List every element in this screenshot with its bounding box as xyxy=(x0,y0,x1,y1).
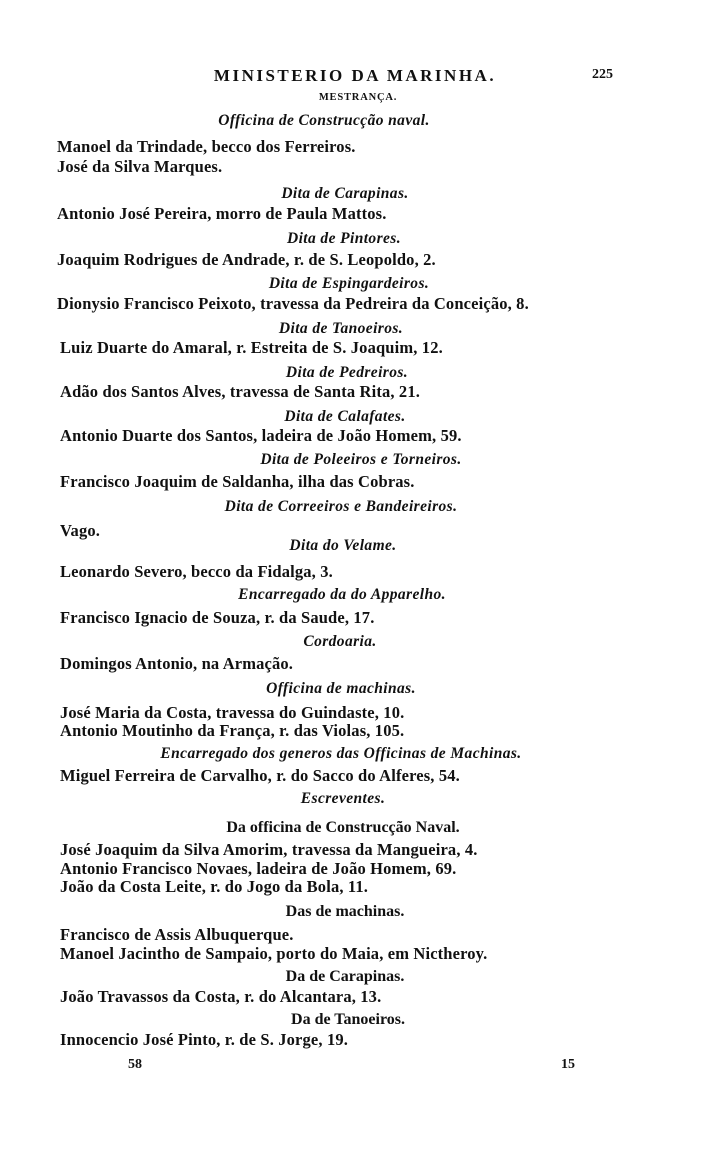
directory-entry: Adão dos Santos Alves, travessa de Santa Rita, 21. xyxy=(60,382,420,401)
directory-entry: Antonio Duarte dos Santos, ladeira de João Homem, 59. xyxy=(60,426,462,445)
section-heading: Da de Tanoeiros. xyxy=(291,1011,405,1028)
section-heading: Dita do Velame. xyxy=(289,537,397,554)
directory-entry: João Travassos da Costa, r. do Alcantara, 13. xyxy=(60,987,382,1006)
directory-entry: Antonio José Pereira, morro de Paula Mattos. xyxy=(57,204,387,223)
section-heading: MESTRANÇA. xyxy=(318,92,398,103)
directory-entry: Luiz Duarte do Amaral, r. Estreita de S. Joaquim, 12. xyxy=(60,338,443,357)
section-heading: Dita de Poleeiros e Torneiros. xyxy=(260,451,462,468)
section-heading: Officina de machinas. xyxy=(266,680,416,697)
section-heading: Encarregado da do Apparelho. xyxy=(238,586,446,603)
section-heading: Dita de Pedreiros. xyxy=(285,364,409,381)
section-heading: Dita de Espingardeiros. xyxy=(268,275,430,292)
directory-entry: Dionysio Francisco Peixoto, travessa da Pedreira da Conceição, 8. xyxy=(57,294,529,313)
section-heading: Dita de Pintores. xyxy=(286,230,402,247)
section-heading: Dita de Correeiros e Bandeireiros. xyxy=(224,498,458,515)
signature-mark-right: 15 xyxy=(561,1057,575,1072)
directory-entry: João da Costa Leite, r. do Jogo da Bola, 11. xyxy=(60,877,369,896)
directory-entry: Vago. xyxy=(60,521,101,540)
signature-mark-left: 58 xyxy=(128,1057,142,1072)
directory-entry: Manoel da Trindade, becco dos Ferreiros. xyxy=(57,137,356,156)
directory-entry: José Maria da Costa, travessa do Guindaste, 10. xyxy=(60,703,405,722)
directory-entry: Leonardo Severo, becco da Fidalga, 3. xyxy=(60,562,333,581)
section-heading: Officina de Construcção naval. xyxy=(218,112,430,129)
section-heading: Dita de Tanoeiros. xyxy=(278,320,404,337)
section-heading: Dita de Calafates. xyxy=(284,408,406,425)
running-header-title: MINISTERIO DA MARINHA. xyxy=(213,66,497,85)
directory-entry: Domingos Antonio, na Armação. xyxy=(60,654,294,673)
section-heading: Da de Carapinas. xyxy=(285,968,405,985)
directory-entry: Antonio Moutinho da França, r. das Violas, 105. xyxy=(60,721,405,740)
directory-entry: Miguel Ferreira de Carvalho, r. do Sacco do Alferes, 54. xyxy=(60,766,460,785)
directory-entry: Francisco de Assis Albuquerque. xyxy=(60,925,294,944)
directory-entry: José da Silva Marques. xyxy=(57,157,223,176)
directory-entry: Francisco Ignacio de Souza, r. da Saude, 17. xyxy=(60,608,375,627)
directory-entry: Manoel Jacintho de Sampaio, porto do Maia, em Nictheroy. xyxy=(60,944,488,963)
section-heading: Encarregado dos generos das Officinas de Machinas. xyxy=(160,745,522,762)
section-heading: Dita de Carapinas. xyxy=(281,185,409,202)
section-heading: Da officina de Construcção Naval. xyxy=(226,819,460,836)
section-heading: Das de machinas. xyxy=(285,903,405,920)
directory-entry: José Joaquim da Silva Amorim, travessa da Mangueira, 4. xyxy=(60,840,478,859)
section-heading: Cordoaria. xyxy=(303,633,377,650)
section-heading: Escreventes. xyxy=(300,790,386,807)
directory-entry: Antonio Francisco Novaes, ladeira de João Homem, 69. xyxy=(60,859,457,878)
directory-entry: Innocencio José Pinto, r. de S. Jorge, 19. xyxy=(60,1030,349,1049)
directory-entry: Joaquim Rodrigues de Andrade, r. de S. Leopoldo, 2. xyxy=(57,250,436,269)
directory-entry: Francisco Joaquim de Saldanha, ilha das Cobras. xyxy=(60,472,415,491)
page-number: 225 xyxy=(592,67,613,82)
